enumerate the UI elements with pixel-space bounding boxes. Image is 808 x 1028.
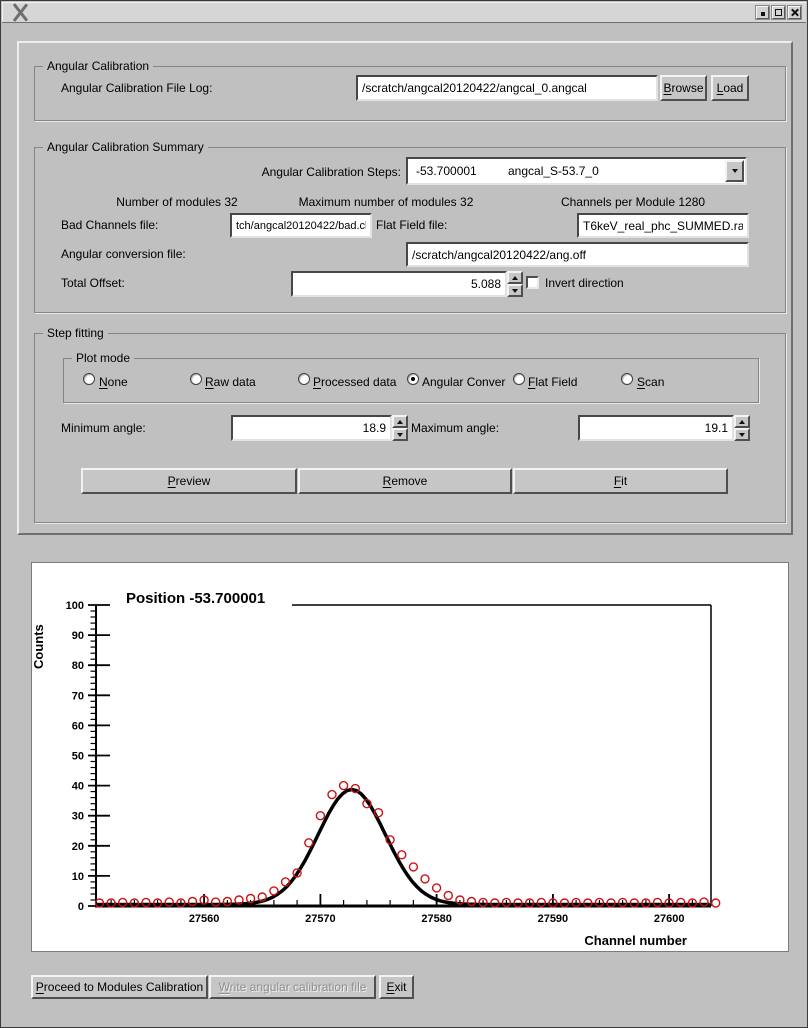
- radio-raw-data[interactable]: [190, 373, 202, 385]
- form-panel: [17, 41, 793, 535]
- group-legend: Plot mode: [72, 351, 134, 366]
- svg-text:27560: 27560: [188, 913, 220, 925]
- group-angular-calibration: [34, 59, 786, 121]
- svg-text:60: 60: [71, 720, 84, 733]
- total-offset-spinner: [507, 271, 523, 297]
- spin-down-button[interactable]: [392, 428, 408, 441]
- group-plot-mode: [63, 351, 759, 403]
- svg-text:27600: 27600: [653, 913, 685, 925]
- group-legend: Step fitting: [43, 326, 108, 341]
- calibration-plot: [32, 563, 788, 951]
- titlebar[interactable]: [2, 2, 806, 23]
- close-button[interactable]: [788, 6, 801, 19]
- arrow-up-icon: [512, 276, 518, 280]
- radio-none[interactable]: [83, 373, 95, 385]
- load-button[interactable]: Load: [711, 75, 749, 101]
- spin-down-button[interactable]: [507, 284, 523, 297]
- spin-up-button[interactable]: [392, 415, 408, 428]
- max-angle-spinner: [734, 415, 750, 441]
- exit-button[interactable]: Exit: [379, 975, 414, 999]
- ang-conv-input[interactable]: [406, 242, 749, 267]
- spin-up-button[interactable]: [507, 271, 523, 284]
- step-value: -53.700001: [416, 164, 477, 178]
- svg-text:Position -53.700001: Position -53.700001: [126, 590, 266, 607]
- min-angle-label: Minimum angle:: [61, 421, 146, 435]
- svg-text:40: 40: [71, 780, 84, 793]
- svg-text:27570: 27570: [305, 913, 336, 925]
- browse-button[interactable]: Browse: [660, 75, 707, 101]
- bad-channels-label: Bad Channels file:: [61, 218, 159, 232]
- svg-text:90: 90: [71, 630, 84, 643]
- svg-text:50: 50: [71, 750, 84, 763]
- min-angle-input[interactable]: [231, 415, 392, 441]
- radio-label-flat-field[interactable]: Flat Field: [528, 375, 578, 389]
- svg-text:Counts: Counts: [32, 624, 46, 669]
- ang-conv-label: Angular conversion file:: [61, 247, 186, 261]
- radio-label-raw-data[interactable]: Raw data: [205, 375, 256, 389]
- svg-text:70: 70: [71, 690, 84, 703]
- radio-processed-data[interactable]: [298, 373, 310, 385]
- svg-text:30: 30: [71, 810, 84, 823]
- invert-direction-label: Invert direction: [545, 276, 624, 290]
- maximize-icon: [775, 9, 782, 16]
- proceed-modules-button[interactable]: Proceed to Modules Calibration: [31, 975, 208, 999]
- plot-mode-radio-row: [64, 359, 758, 402]
- flat-field-label: Flat Field file:: [376, 218, 448, 232]
- group-summary: [34, 140, 786, 313]
- radio-scan[interactable]: [621, 373, 633, 385]
- bad-channels-input[interactable]: [230, 213, 372, 238]
- iconify-button[interactable]: [756, 6, 769, 19]
- file-log-input[interactable]: [356, 75, 658, 101]
- x11-logo-icon: [11, 3, 29, 22]
- arrow-down-icon: [512, 289, 518, 293]
- min-angle-spinner: [392, 415, 408, 441]
- svg-text:10: 10: [71, 870, 84, 883]
- steps-combobox[interactable]: [406, 157, 747, 185]
- combo-dropdown-button[interactable]: [725, 160, 744, 182]
- total-offset-label: Total Offset:: [61, 276, 125, 290]
- fit-button[interactable]: Fit: [513, 468, 728, 494]
- preview-button[interactable]: Preview: [81, 468, 297, 494]
- calibration-plot-svg: [32, 563, 788, 951]
- radio-angular-conver[interactable]: [407, 373, 419, 385]
- svg-text:27580: 27580: [421, 913, 452, 925]
- calibration-plot-panel: [31, 562, 789, 952]
- iconify-icon: [761, 12, 765, 16]
- remove-button[interactable]: Remove: [298, 468, 512, 494]
- max-angle-label: Maximum angle:: [411, 421, 500, 435]
- flat-field-input[interactable]: [577, 213, 749, 238]
- num-modules-text: Number of modules 32: [116, 195, 238, 209]
- svg-text:100: 100: [65, 600, 84, 612]
- svg-text:27590: 27590: [537, 913, 569, 925]
- group-legend: Angular Calibration Summary: [43, 140, 208, 155]
- max-modules-text: Maximum number of modules 32: [298, 195, 474, 209]
- file-log-label: Angular Calibration File Log:: [61, 81, 213, 95]
- arrow-up-icon: [397, 420, 403, 424]
- group-legend: Angular Calibration: [43, 59, 153, 74]
- radio-selected-dot: [411, 377, 415, 381]
- max-angle-input[interactable]: [578, 415, 734, 441]
- svg-text:Channel number: Channel number: [584, 933, 687, 948]
- total-offset-input[interactable]: [291, 271, 507, 297]
- arrow-down-icon: [739, 433, 745, 437]
- invert-direction-checkbox[interactable]: [526, 276, 539, 289]
- spin-down-button[interactable]: [734, 428, 750, 441]
- arrow-up-icon: [739, 420, 745, 424]
- svg-text:20: 20: [71, 840, 84, 853]
- write-calibration-button[interactable]: Write angular calibration file: [209, 975, 376, 999]
- radio-label-none[interactable]: None: [99, 375, 128, 389]
- group-step-fitting: [34, 326, 786, 523]
- maximize-button[interactable]: [772, 6, 785, 19]
- channels-per-module-text: Channels per Module 1280: [560, 195, 706, 209]
- svg-text:0: 0: [77, 901, 84, 913]
- radio-label-scan[interactable]: Scan: [637, 375, 665, 389]
- radio-label-angular-conver[interactable]: Angular Conver: [422, 375, 506, 389]
- svg-text:80: 80: [71, 660, 84, 673]
- spin-up-button[interactable]: [734, 415, 750, 428]
- steps-label: Angular Calibration Steps:: [261, 165, 401, 179]
- arrow-down-icon: [397, 433, 403, 437]
- step-name: angcal_S-53.7_0: [508, 164, 599, 178]
- chevron-down-icon: [732, 169, 738, 173]
- radio-flat-field[interactable]: [513, 373, 525, 385]
- radio-label-processed-data[interactable]: Processed data: [313, 375, 397, 389]
